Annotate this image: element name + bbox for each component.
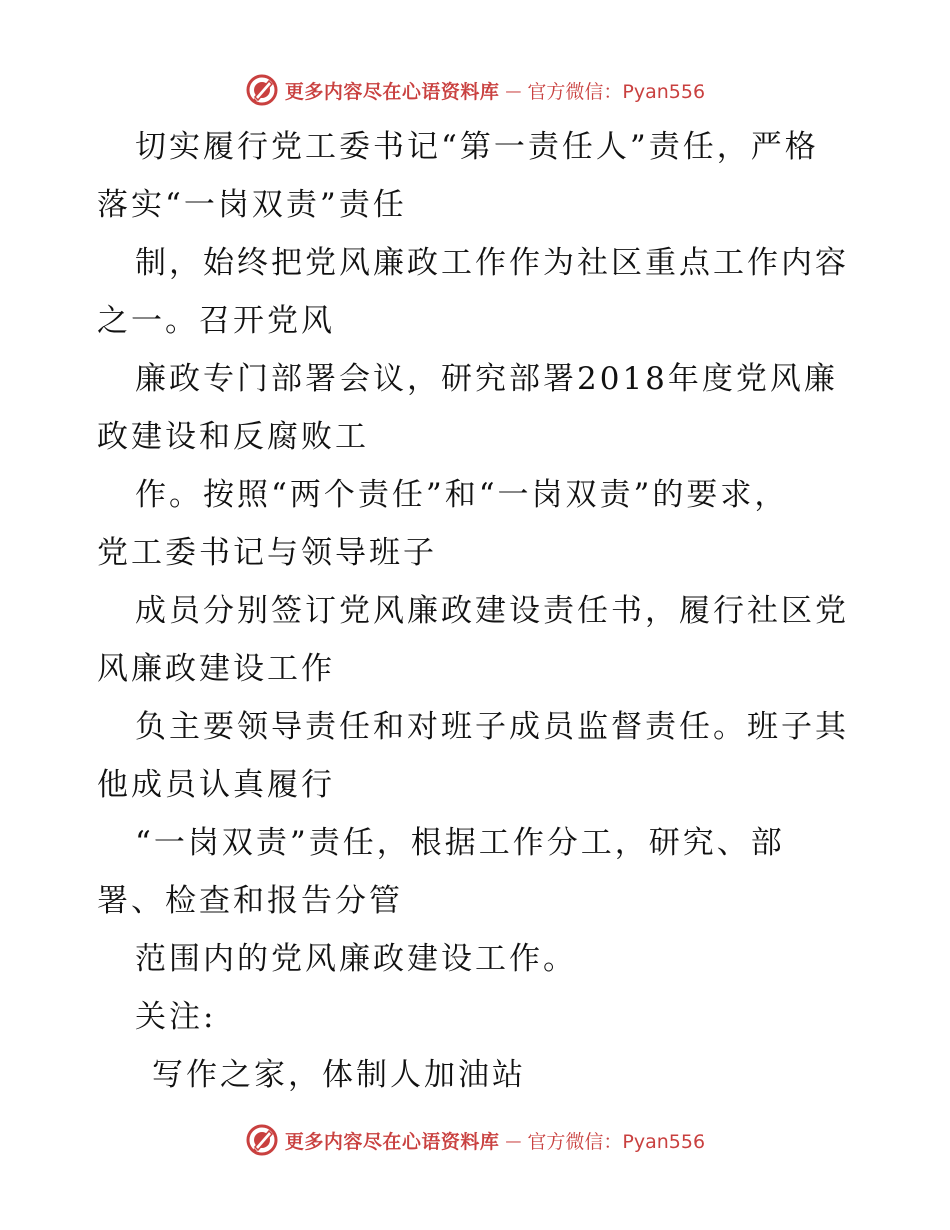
text-line: 署、检查和报告分管	[97, 883, 403, 919]
footer-dash: —	[505, 1130, 522, 1150]
text-line: “一岗双责”责任，根据工作分工，研究、部	[135, 825, 785, 861]
header-banner	[0, 70, 950, 110]
text-line: 他成员认真履行	[97, 767, 335, 803]
footer-wechat-text: 官方微信：Pyan556	[527, 1130, 706, 1153]
header-dash: —	[505, 80, 522, 100]
text-line: 切实履行党工委书记“第一责任人”责任，严格	[135, 129, 819, 165]
text-line: 范围内的党风廉政建设工作。	[135, 941, 577, 977]
text-line: 写作之家，体制人加油站	[152, 1057, 526, 1093]
text-line: 政建设和反腐败工	[97, 419, 369, 455]
header-wechat-text: 官方微信：Pyan556	[527, 80, 706, 103]
footer-brand-text: 更多内容尽在心语资料库	[284, 1130, 500, 1153]
header-banner-content	[245, 73, 705, 107]
text-line: 之一。召开党风	[97, 303, 335, 339]
text-line: 负主要领导责任和对班子成员监督责任。班子其	[135, 709, 849, 745]
text-line: 风廉政建设工作	[97, 651, 335, 687]
text-line: 廉政专门部署会议，研究部署2018年度党风廉	[135, 361, 838, 397]
header-brand-text: 更多内容尽在心语资料库	[284, 80, 500, 103]
text-line: 作。按照“两个责任”和“一岗双责”的要求，	[135, 477, 789, 513]
document-body	[97, 118, 857, 1104]
text-line: 落实“一岗双责”责任	[97, 187, 407, 223]
pen-seal-icon	[245, 1123, 279, 1157]
text-line: 成员分别签订党风廉政建设责任书，履行社区党	[135, 593, 849, 629]
footer-banner-content	[245, 1123, 705, 1157]
footer-banner	[0, 1120, 950, 1160]
text-line: 制，始终把党风廉政工作作为社区重点工作内容	[135, 245, 849, 281]
text-line: 关注:	[135, 999, 217, 1035]
pen-seal-icon	[245, 73, 279, 107]
text-line: 党工委书记与领导班子	[97, 535, 437, 571]
